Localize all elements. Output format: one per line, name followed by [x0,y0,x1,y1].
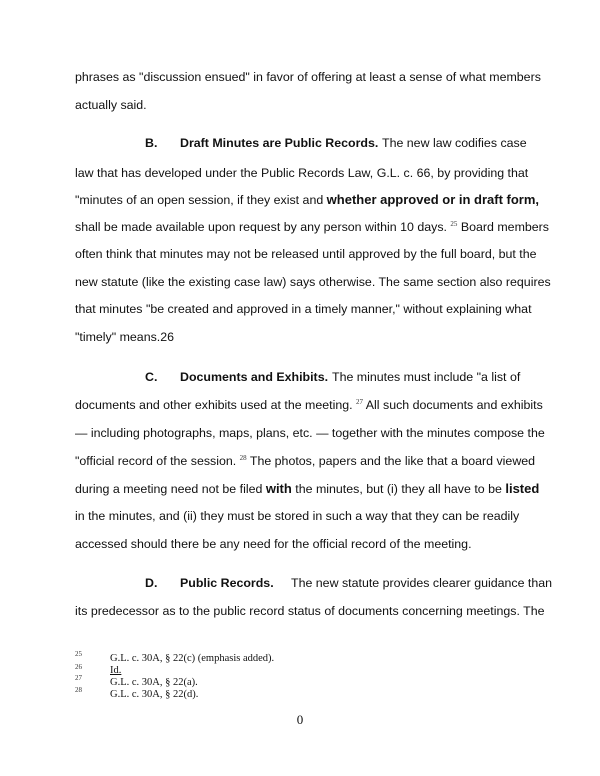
section-b-line-5: new statute (like the existing case law) says otherwise. The same section also requires [75,275,551,289]
footnote-number: 27 [75,674,82,682]
intro-line-2: actually said. [75,98,147,112]
section-b-line-3 [75,219,549,235]
footnote-ref-28: 28 [239,453,247,462]
section-c-line-6: accessed should there be any need for the official record of the meeting. [75,537,472,551]
section-b-line-1: law that has developed under the Public Records Law, G.L. c. 66, by providing that [75,166,529,180]
footnote-text: G.L. c. 30A, § 22(c) (emphasis added). [110,653,275,664]
section-b-lead: The new law codifies case [382,136,527,150]
footnote-text: G.L. c. 30A, § 22(d). [110,689,199,700]
footnote-text: Id. [110,665,122,676]
footnote-ref-25: 25 [450,219,458,228]
section-b-line-2 [75,192,539,208]
section-c-line-1-text: documents and other exhibits used at the meeting. [75,398,357,412]
section-c-letter: C. [145,370,158,384]
section-c-emphasis-listed: listed [505,481,540,496]
section-b-line-3-text: shall be made available upon request by any person within 10 days. [75,220,451,234]
footnote-number: 25 [75,650,82,658]
section-c-line-1-post: All such documents and exhibits [363,398,543,412]
section-c-emphasis-with: with [265,481,292,496]
section-b-line-7: "timely" means.26 [75,330,175,344]
section-c-title: Documents and Exhibits. [180,370,329,384]
section-c-line-4-mid: the minutes, but (i) they all have to be [291,482,506,496]
section-c-lead: The minutes must include "a list of [332,370,521,384]
section-b-emphasis: whether approved or in draft form, [326,192,540,207]
section-b-line-2-text: "minutes of an open session, if they exist and [75,193,327,207]
section-c-line-4 [75,481,539,497]
footnote-number: 28 [75,686,82,694]
section-d-letter: D. [145,576,158,590]
section-d-lead: The new statute provides clearer guidance than [291,576,553,590]
section-d-line-1: its predecessor as to the public record status of documents concerning meetings. The [75,604,545,618]
section-b-title: Draft Minutes are Public Records. [180,136,379,150]
section-c-line-5: in the minutes, and (ii) they must be stored in such a way that they can be readily [75,509,520,523]
intro-line-1: phrases as "discussion ensued" in favor of offering at least a sense of what members [75,70,541,84]
section-b-line-4: often think that minutes may not be released until approved by the full board, but the [75,247,537,261]
section-c-line-2: — including photographs, maps, plans, etc. — together with the minutes compose the [75,426,545,440]
section-b-line-3-post: Board members [457,220,549,234]
footnote-text: G.L. c. 30A, § 22(a). [110,677,198,688]
section-c-line-3 [75,453,535,469]
footnote-ref-27: 27 [356,397,364,406]
footnote-number: 26 [75,663,82,671]
section-c-line-3-text: "official record of the session. [75,454,240,468]
section-c-line-3-post: The photos, papers and the like that a board viewed [246,454,536,468]
page-number: 0 [296,712,304,727]
section-d-title: Public Records. [180,576,274,590]
section-c-line-4-text: during a meeting need not be filed [75,482,266,496]
section-c-line-1 [75,397,543,413]
section-b-letter: B. [145,136,158,150]
section-b-line-6: that minutes "be created and approved in a timely manner," without explaining what [75,302,532,316]
